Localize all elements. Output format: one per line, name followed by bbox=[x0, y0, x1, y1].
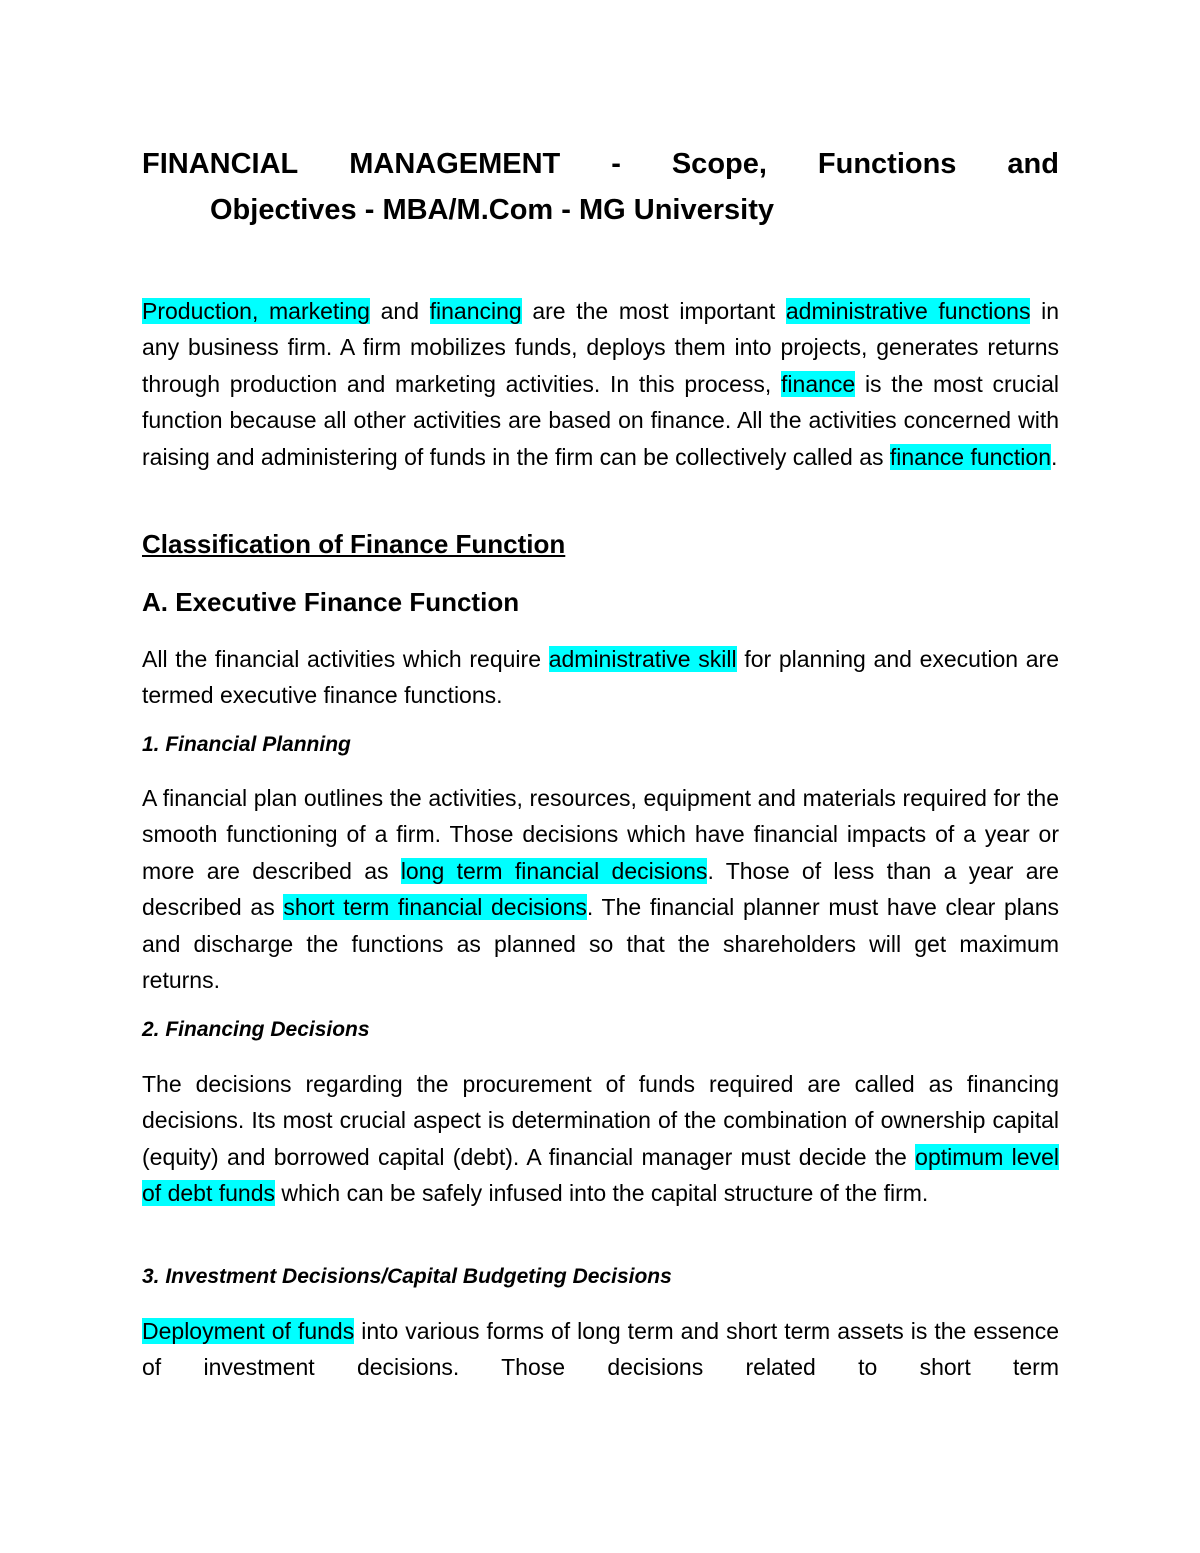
item-2-heading: 2. Financing Decisions bbox=[142, 1018, 370, 1041]
section-a-paragraph bbox=[142, 641, 1059, 714]
highlight: finance bbox=[781, 370, 856, 397]
document-title bbox=[142, 141, 1059, 233]
text-run: which can be safely infused into the capital structure of the firm. bbox=[275, 1180, 929, 1207]
title-word: - bbox=[611, 148, 621, 180]
text-run: in any business firm. A firm mobilizes funds, deploys them into projects, generates returns through production and marketing activities. In this process, bbox=[142, 298, 1059, 397]
item-1-paragraph bbox=[142, 780, 1059, 998]
highlight: optimum level of debt funds bbox=[142, 1143, 1059, 1207]
text-run: . bbox=[1051, 443, 1058, 470]
text-run: are the most important bbox=[521, 298, 786, 324]
intro-paragraph bbox=[142, 293, 1059, 475]
title-word: FINANCIAL bbox=[142, 148, 299, 180]
section-a-heading: A. Executive Finance Function bbox=[142, 587, 520, 617]
highlight: finance function bbox=[889, 443, 1052, 470]
text-run: and bbox=[369, 298, 430, 324]
highlight: Production, marketing bbox=[142, 298, 370, 324]
item-3-paragraph bbox=[142, 1313, 1059, 1386]
highlight: administrative skill bbox=[548, 646, 737, 672]
title-word: Functions bbox=[817, 148, 957, 180]
text-run: . Those of less than a year are described as bbox=[142, 857, 1059, 921]
text-run: for planning and execution are termed executive finance functions. bbox=[142, 646, 1059, 709]
highlight: Deployment of funds bbox=[142, 1318, 355, 1344]
item-1-heading: 1. Financial Planning bbox=[142, 733, 351, 756]
title-word: MANAGEMENT bbox=[349, 148, 561, 180]
title-line-2: Objectives - MBA/M.Com - MG University bbox=[210, 194, 774, 226]
text-run: The decisions regarding the procurement of funds required are called as financing decisions. Its most crucial aspect is determination of the combination of ownership capital (equity) and borrowed capital (debt). A financial manager must decide the bbox=[142, 1071, 1059, 1170]
title-line-1 bbox=[142, 141, 1059, 187]
highlight: financing bbox=[429, 298, 522, 324]
item-2-paragraph bbox=[142, 1066, 1059, 1212]
highlight: long term financial decisions bbox=[400, 857, 708, 884]
text-run: A financial plan outlines the activities, resources, equipment and materials required for the smooth functioning of a firm. Those decisions which have financial impacts of a year or more are described as bbox=[142, 785, 1059, 884]
highlight: administrative functions bbox=[785, 298, 1031, 324]
highlight: short term financial decisions bbox=[283, 894, 587, 921]
text-run: . The financial planner must have clear plans and discharge the functions as planned so that the shareholders will get maximum returns. bbox=[142, 894, 1059, 994]
text-run: All the financial activities which require bbox=[142, 646, 549, 672]
classification-heading: Classification of Finance Function bbox=[142, 529, 566, 559]
text-run: into various forms of long term and short term assets is the essence of investment decisions. Those decisions related to short term bbox=[142, 1318, 1059, 1381]
title-word: Scope, bbox=[671, 148, 767, 180]
item-3-heading: 3. Investment Decisions/Capital Budgeting Decisions bbox=[142, 1265, 672, 1288]
title-word: and bbox=[1007, 148, 1059, 180]
text-run: is the most crucial function because all other activities are based on finance. All the activities concerned with raising and administering of funds in the firm can be collectively called as bbox=[142, 370, 1059, 470]
